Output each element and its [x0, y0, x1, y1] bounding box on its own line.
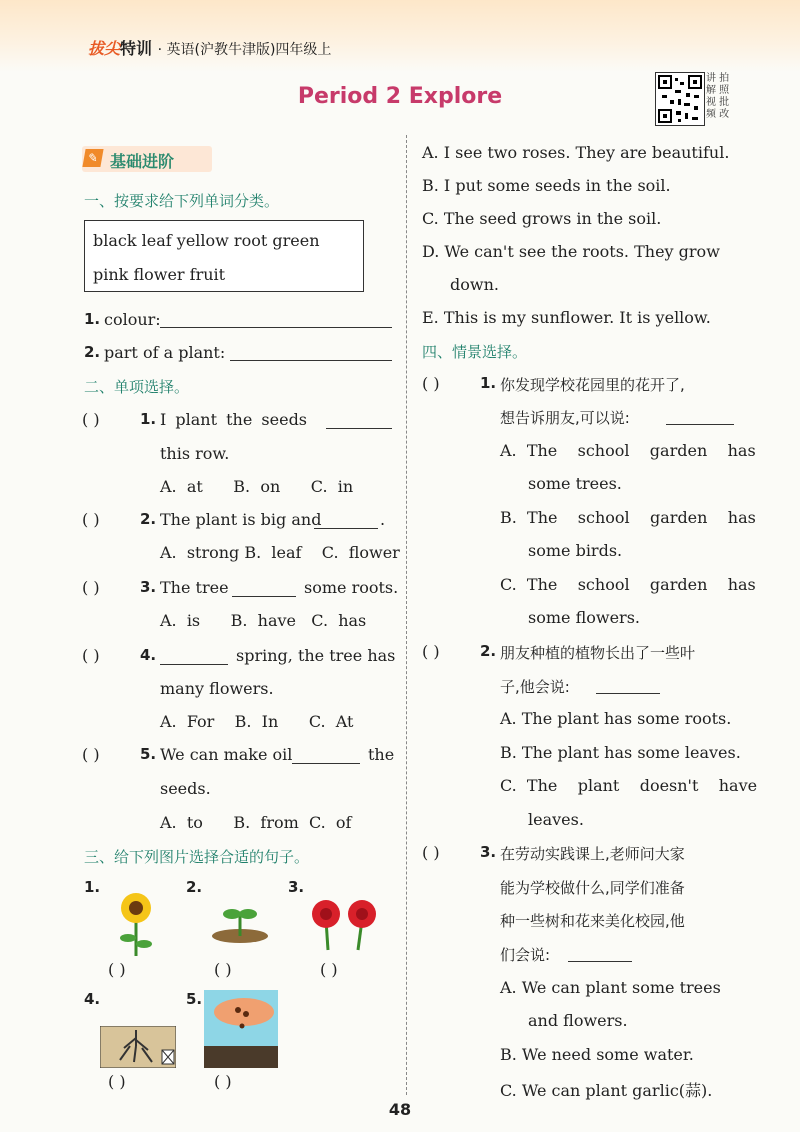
q2-label: part of a plant:	[104, 343, 226, 362]
word-box	[84, 220, 364, 292]
qr-code-icon[interactable]	[655, 72, 705, 126]
answer-paren[interactable]: ( )	[214, 960, 232, 979]
q1-number: 1.	[84, 310, 101, 328]
question-text: 在劳动实践课上,老师问大家	[500, 845, 685, 863]
question-text: 子,他会说:	[500, 678, 570, 696]
picture-label: 2.	[186, 878, 203, 896]
option-text: and flowers.	[528, 1011, 628, 1030]
answer-blank[interactable]	[326, 428, 392, 429]
brand-sub: 特训	[120, 39, 153, 58]
answer-paren[interactable]: ( )	[82, 510, 100, 529]
option-text: leaves.	[528, 810, 584, 829]
option-text: B. We need some water.	[500, 1045, 694, 1064]
option-text: some birds.	[528, 541, 623, 560]
question-number: 2.	[480, 642, 497, 660]
question-text: The plant is big and	[160, 510, 322, 529]
word-list-line1: black leaf yellow root green	[93, 231, 320, 250]
question-text: some roots.	[304, 578, 399, 597]
brand-main: 拔尖	[88, 39, 121, 58]
answer-paren[interactable]: ( )	[108, 960, 126, 979]
question-text: spring, the tree has	[236, 646, 396, 665]
sentence-option: B. I put some seeds in the soil.	[422, 176, 671, 195]
sentence-option: C. The seed grows in the soil.	[422, 209, 662, 228]
answer-blank[interactable]	[232, 596, 296, 597]
question-number: 4.	[140, 646, 157, 664]
answer-paren[interactable]: ( )	[422, 642, 440, 661]
question-text: 想告诉朋友,可以说:	[500, 409, 630, 427]
answer-blank[interactable]	[568, 961, 632, 962]
question-text: many flowers.	[160, 679, 274, 698]
question-number: 3.	[480, 843, 497, 861]
question-text: the	[368, 745, 395, 764]
section-basic-label: 基础进阶	[110, 152, 175, 171]
page-number: 48	[388, 1100, 412, 1119]
question-options: A. is B. have C. has	[160, 611, 367, 630]
answer-paren[interactable]: ( )	[82, 646, 100, 665]
question-text: 能为学校做什么,同学们准备	[500, 879, 685, 897]
sentence-option: D. We can't see the roots. They grow	[422, 242, 720, 261]
answer-paren[interactable]: ( )	[214, 1072, 232, 1091]
brand-info: · 英语(沪教牛津版)四年级上	[157, 42, 332, 58]
brand	[88, 36, 331, 59]
question-options: A. strong B. leaf C. flower	[160, 543, 400, 562]
option-text: some trees.	[528, 474, 622, 493]
option-text: C. The plant doesn't have	[500, 776, 758, 795]
planting-seeds-icon	[204, 990, 278, 1068]
answer-paren[interactable]: ( )	[82, 578, 100, 597]
column-divider	[406, 135, 407, 1095]
qr-caption: 讲 拍 解 照 视 批 频 改	[706, 73, 730, 120]
question-options: A. to B. from C. of	[160, 813, 352, 832]
question-number: 2.	[140, 510, 157, 528]
answer-paren[interactable]: ( )	[82, 745, 100, 764]
answer-line[interactable]	[230, 360, 392, 361]
question-text: 种一些树和花来美化校园,他	[500, 912, 685, 930]
roses-icon	[306, 896, 382, 952]
answer-paren[interactable]: ( )	[320, 960, 338, 979]
question-number: 1.	[140, 410, 157, 428]
part1-heading: 一、按要求给下列单词分类。	[84, 192, 280, 210]
question-text: 朋友种植的植物长出了一些叶	[500, 644, 696, 662]
question-options: A. For B. In C. At	[160, 712, 354, 731]
question-text: .	[380, 510, 386, 529]
part4-heading: 四、情景选择。	[422, 343, 528, 361]
answer-blank[interactable]	[160, 664, 228, 665]
pencil-icon: ✎	[82, 149, 103, 167]
option-text: B. The school garden has	[500, 508, 756, 527]
option-text: A. We can plant some trees	[500, 978, 721, 997]
option-text: C. The school garden has	[500, 575, 756, 594]
part3-heading: 三、给下列图片选择合适的句子。	[84, 848, 310, 866]
question-text: I plant the seeds	[160, 410, 308, 429]
option-text: some flowers.	[528, 608, 640, 627]
question-text: seeds.	[160, 779, 211, 798]
option-text: C. We can plant garlic(蒜).	[500, 1081, 713, 1100]
sentence-option: down.	[450, 275, 499, 294]
picture-label: 5.	[186, 990, 203, 1008]
question-options: A. at B. on C. in	[160, 477, 354, 496]
question-text: this row.	[160, 444, 230, 463]
answer-line[interactable]	[160, 327, 392, 328]
option-text: B. The plant has some leaves.	[500, 743, 741, 762]
question-number: 1.	[480, 374, 497, 392]
question-text: 你发现学校花园里的花开了,	[500, 376, 685, 394]
page-title: Period 2 Explore	[297, 84, 503, 109]
sentence-option: A. I see two roses. They are beautiful.	[422, 143, 730, 162]
question-number: 5.	[140, 745, 157, 763]
answer-paren[interactable]: ( )	[82, 410, 100, 429]
sentence-option: E. This is my sunflower. It is yellow.	[422, 308, 711, 327]
question-text: We can make oil	[160, 745, 293, 764]
q1-label: colour:	[104, 310, 161, 329]
answer-paren[interactable]: ( )	[422, 374, 440, 393]
picture-label: 1.	[84, 878, 101, 896]
question-number: 3.	[140, 578, 157, 596]
answer-blank[interactable]	[596, 693, 660, 694]
question-text: 们会说:	[500, 946, 551, 964]
word-list-line2: pink flower fruit	[93, 265, 226, 284]
answer-paren[interactable]: ( )	[422, 843, 440, 862]
sunflower-icon	[112, 888, 160, 958]
roots-icon	[100, 1026, 176, 1068]
picture-label: 4.	[84, 990, 101, 1008]
option-text: A. The school garden has	[500, 441, 756, 460]
answer-paren[interactable]: ( )	[108, 1072, 126, 1091]
picture-label: 3.	[288, 878, 305, 896]
answer-blank[interactable]	[292, 763, 360, 764]
sprout-icon	[210, 900, 270, 944]
question-text: The tree	[160, 578, 229, 597]
answer-blank[interactable]	[666, 424, 734, 425]
q2-number: 2.	[84, 343, 101, 361]
section-basic	[82, 146, 212, 172]
answer-blank[interactable]	[314, 528, 378, 529]
option-text: A. The plant has some roots.	[500, 709, 732, 728]
part2-heading: 二、单项选择。	[84, 378, 190, 396]
